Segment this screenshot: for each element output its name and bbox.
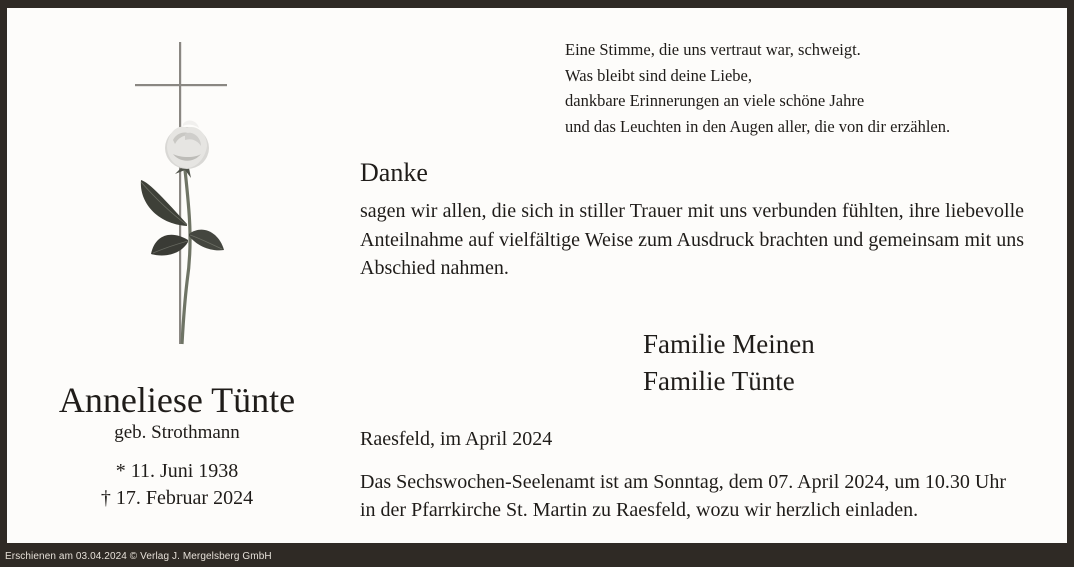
maiden-name: geb. Strothmann [114, 422, 240, 443]
poem-line: dankbare Erinnerungen an viele schöne Jahre [565, 91, 865, 110]
obituary-card [7, 8, 1067, 543]
family-signatures [643, 326, 815, 400]
life-dates [27, 458, 327, 512]
publication-footer: Erschienen am 03.04.2024 © Verlag J. Mergelsberg GmbH [5, 551, 272, 562]
family-name: Familie Meinen [643, 329, 815, 359]
thanks-text: sagen wir allen, die sich in stiller Trauer mit uns verbunden fühlten, ihre liebevolle Anteilnahme auf vielfältige Weise zum Ausdruck brachten und gemeinsam mit uns Abschied nahmen. [360, 200, 1024, 279]
death-date: † 17. Februar 2024 [100, 487, 254, 509]
deceased-name: Anneliese Tünte [58, 380, 296, 420]
poem [565, 37, 950, 139]
poem-line: Eine Stimme, die uns vertraut war, schweigt. [565, 40, 861, 59]
poem-line: Was bleibt sind deine Liebe, [565, 65, 752, 85]
family-name: Familie Tünte [643, 366, 795, 396]
thanks-title: Danke [360, 158, 428, 187]
mass-line: in der Pfarrkirche St. Martin zu Raesfeld, wozu wir herzlich einladen. [360, 499, 919, 521]
cross-with-rose-icon [127, 42, 237, 352]
mass-line: Das Sechswochen-Seelenamt ist am Sonntag, dem 07. April 2024, um 10.30 Uhr [360, 471, 1007, 493]
poem-line: und das Leuchten in den Augen aller, die von dir erzählen. [565, 116, 951, 136]
birth-date: * 11. Juni 1938 [115, 460, 239, 482]
place-date: Raesfeld, im April 2024 [360, 428, 553, 450]
mass-announcement [360, 468, 1006, 524]
deceased-info [27, 378, 327, 512]
